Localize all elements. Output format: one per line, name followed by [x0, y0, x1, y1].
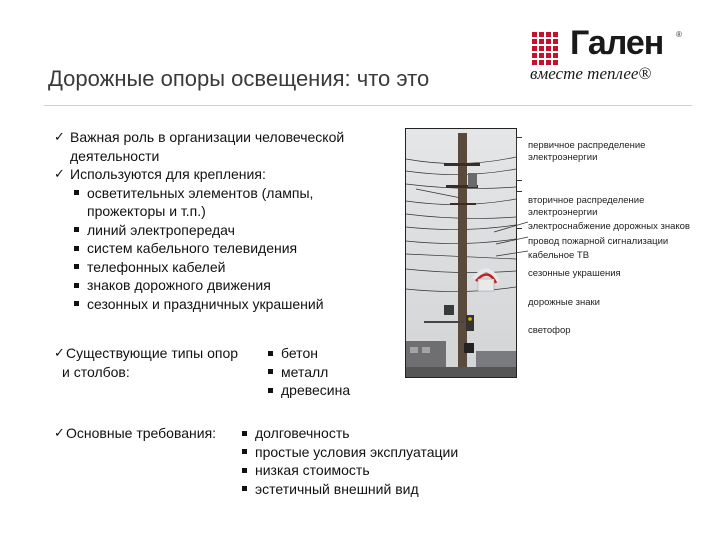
square-bullet-icon: [268, 369, 273, 374]
requirements-label: [54, 424, 216, 443]
galen-logo: [528, 26, 700, 98]
sub-list-item: сезонных и праздничных украшений: [54, 295, 344, 314]
callout-label: вторичное распределение: [528, 195, 645, 206]
square-bullet-icon: [268, 388, 273, 393]
callout-line: [496, 237, 528, 244]
usage-list: [54, 128, 344, 313]
square-bullet-icon: [74, 264, 79, 269]
logo-wordmark: Гален: [570, 24, 664, 62]
list-item: долговечность: [242, 424, 458, 443]
square-bullet-icon: [74, 190, 79, 195]
checkmark-icon: ✓: [54, 345, 65, 360]
square-bullet-icon: [242, 449, 247, 454]
list-item: и столбов:: [62, 363, 130, 380]
sub-list-item: систем кабельного телевидения: [54, 239, 344, 258]
square-bullet-icon: [74, 283, 79, 288]
checkmark-icon: ✓: [54, 425, 65, 440]
list-item: древесина: [268, 381, 350, 400]
sub-list-item: знаков дорожного движения: [54, 276, 344, 295]
list-item: ✓ Используются для крепления:: [54, 166, 266, 182]
checkmark-icon: ✓: [54, 129, 65, 144]
callout-label: кабельное ТВ: [528, 250, 590, 261]
list-item: ✓ Существующие типы опор: [54, 345, 239, 361]
title-divider: [44, 105, 692, 106]
callout-label: электроэнергии: [528, 152, 598, 163]
sub-list-item: телефонных кабелей: [54, 258, 344, 277]
square-bullet-icon: [268, 351, 273, 356]
square-bullet-icon: [74, 246, 79, 251]
callout-label: первичное распределение: [528, 140, 646, 151]
callout-line: [494, 222, 528, 232]
square-bullet-icon: [74, 227, 79, 232]
callout-label: электроснабжение дорожных знаков: [528, 221, 690, 232]
requirements-list: [242, 424, 458, 498]
square-bullet-icon: [242, 468, 247, 473]
square-bullet-icon: [242, 431, 247, 436]
logo-registered-mark: ®: [676, 30, 682, 39]
list-item: металл: [268, 363, 350, 382]
sub-list-item: прожекторы и т.п.): [87, 203, 206, 219]
logo-tagline: вместе теплее®: [530, 64, 652, 83]
list-item: простые условия эксплуатации: [242, 443, 458, 462]
callout-pointer-lines: [490, 210, 530, 270]
pole-types-values: [268, 344, 350, 400]
callout-label: провод пожарной сигнализации: [528, 236, 669, 247]
list-item: ✓ Основные требования:: [54, 425, 217, 441]
list-item: эстетичный внешний вид: [242, 480, 458, 499]
callout-line: [496, 251, 528, 256]
callout-label: светофор: [528, 325, 571, 336]
list-item: деятельности: [70, 147, 160, 164]
sub-list-item: осветительных элементов (лампы,: [54, 184, 344, 203]
callout-label: дорожные знаки: [528, 297, 600, 308]
sub-list-item: линий электропередач: [54, 221, 344, 240]
pole-types: [54, 344, 238, 381]
square-bullet-icon: [242, 486, 247, 491]
list-item: низкая стоимость: [242, 461, 458, 480]
list-item: ✓ Важная роль в организации человеческой: [54, 129, 345, 145]
callout-label: сезонные украшения: [528, 268, 621, 279]
checkmark-icon: ✓: [54, 166, 65, 181]
slide-title: Дорожные опоры освещения: что это: [48, 66, 430, 91]
list-item: бетон: [268, 344, 350, 363]
square-bullet-icon: [74, 301, 79, 306]
bracket-primary-distribution: [516, 137, 522, 181]
callout-label: электроэнергии: [528, 207, 598, 218]
logo-dot-grid-icon: [532, 32, 566, 66]
